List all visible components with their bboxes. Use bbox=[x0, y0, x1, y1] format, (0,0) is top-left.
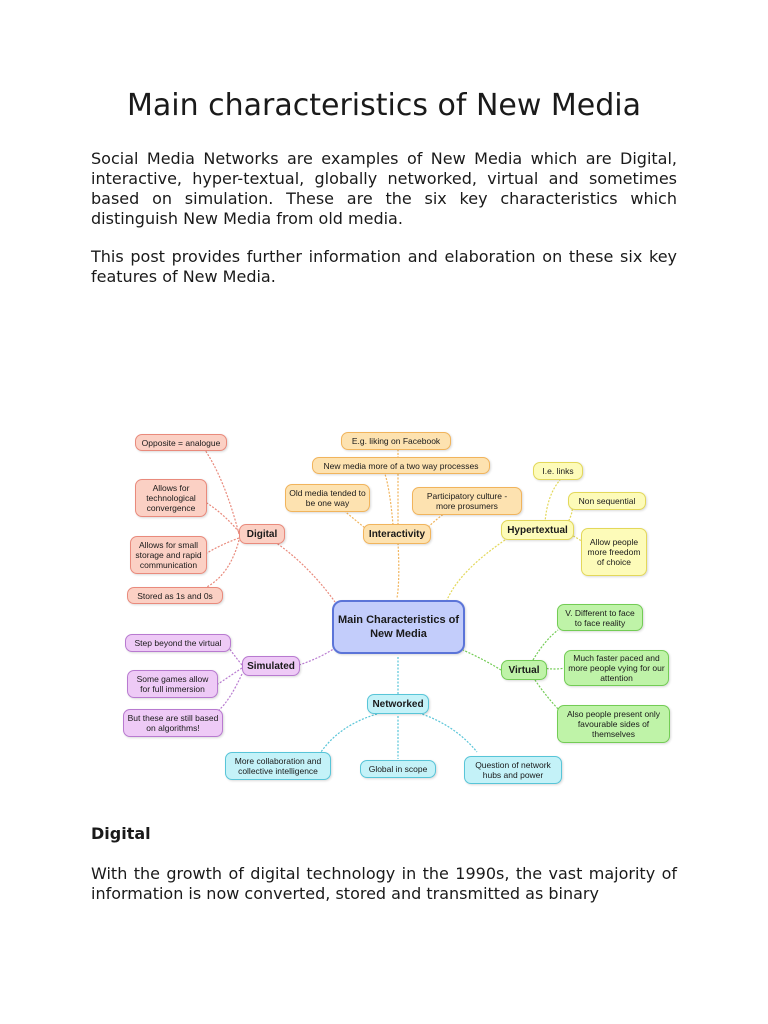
digital-opposite-node: Opposite = analogue bbox=[135, 434, 227, 451]
connector-digital-hub bbox=[263, 534, 335, 602]
connector-simulated-hub bbox=[299, 648, 335, 665]
simulated-hub-node: Simulated bbox=[242, 656, 300, 676]
digital-storage-node: Allows for small storage and rapid communication bbox=[130, 536, 207, 574]
simulated-games-node: Some games allow for full immersion bbox=[127, 670, 218, 698]
connector-hypertextual-links bbox=[545, 480, 560, 523]
interactivity-oneway-node: Old media tended to be one way bbox=[285, 484, 370, 512]
connector-interactivity-twoway bbox=[385, 474, 393, 525]
connector-networked-collab bbox=[321, 714, 377, 752]
hypertextual-links-node: I.e. links bbox=[533, 462, 583, 480]
page-title: Main characteristics of New Media bbox=[126, 88, 642, 123]
connector-virtual-hub bbox=[463, 650, 501, 670]
virtual-faster-node: Much faster paced and more people vying for our attention bbox=[564, 650, 669, 686]
connector-virtual-different bbox=[533, 630, 558, 660]
digital-hub-node: Digital bbox=[239, 524, 285, 544]
simulated-algorithms-node: But these are still based on algorithms! bbox=[123, 709, 223, 737]
section-heading-digital: Digital bbox=[91, 824, 151, 843]
new-media-mind-map bbox=[115, 420, 685, 790]
virtual-different-node: V. Different to face to face reality bbox=[557, 604, 643, 631]
connector-hypertextual-hub bbox=[447, 538, 508, 600]
connector-digital-storage bbox=[207, 538, 239, 553]
connector-networked-hubs bbox=[419, 713, 477, 752]
connector-digital-opposite bbox=[205, 450, 239, 534]
networked-hubs-node: Question of network hubs and power bbox=[464, 756, 562, 784]
interactivity-liking-node: E.g. liking on Facebook bbox=[341, 432, 451, 450]
virtual-favourable-node: Also people present only favourable sides of themselves bbox=[557, 705, 670, 743]
digital-section-paragraph: With the growth of digital technology in the 1990s, the vast majority of information is now converted, stored and transmitted as binary bbox=[91, 864, 677, 903]
digital-stored-node: Stored as 1s and 0s bbox=[127, 587, 223, 604]
hypertextual-hub-node: Hypertextual bbox=[501, 520, 574, 540]
connector-simulated-algorithms bbox=[219, 674, 242, 710]
interactivity-hub-node: Interactivity bbox=[363, 524, 431, 544]
connector-digital-convergence bbox=[207, 503, 239, 532]
networked-hub-node: Networked bbox=[367, 694, 429, 714]
intro-paragraph: Social Media Networks are examples of New Media which are Digital, interactive, hyper-textual, globally networked, virtual and sometimes based on simulation. These are the six key characteristics which distinguish New Media from old media. bbox=[91, 149, 677, 228]
hypertextual-freedom-node: Allow people more freedom of choice bbox=[581, 528, 647, 576]
post-description-paragraph: This post provides further information and elaboration on these six key features of New Media. bbox=[91, 247, 677, 286]
digital-convergence-node: Allows for technological convergence bbox=[135, 479, 207, 517]
networked-global-node: Global in scope bbox=[360, 760, 436, 778]
mind-map-center-node: Main Characteristics of New Media bbox=[332, 600, 465, 654]
simulated-step-node: Step beyond the virtual bbox=[125, 634, 231, 652]
interactivity-twoway-node: New media more of a two way processes bbox=[312, 457, 490, 474]
interactivity-participatory-node: Participatory culture - more prosumers bbox=[412, 487, 522, 515]
connector-virtual-favourable bbox=[535, 680, 559, 710]
connector-digital-stored bbox=[205, 540, 239, 588]
virtual-hub-node: Virtual bbox=[501, 660, 547, 680]
connector-interactivity-hub bbox=[397, 543, 399, 598]
networked-collab-node: More collaboration and collective intelligence bbox=[225, 752, 331, 780]
hypertextual-nonseq-node: Non sequential bbox=[568, 492, 646, 510]
